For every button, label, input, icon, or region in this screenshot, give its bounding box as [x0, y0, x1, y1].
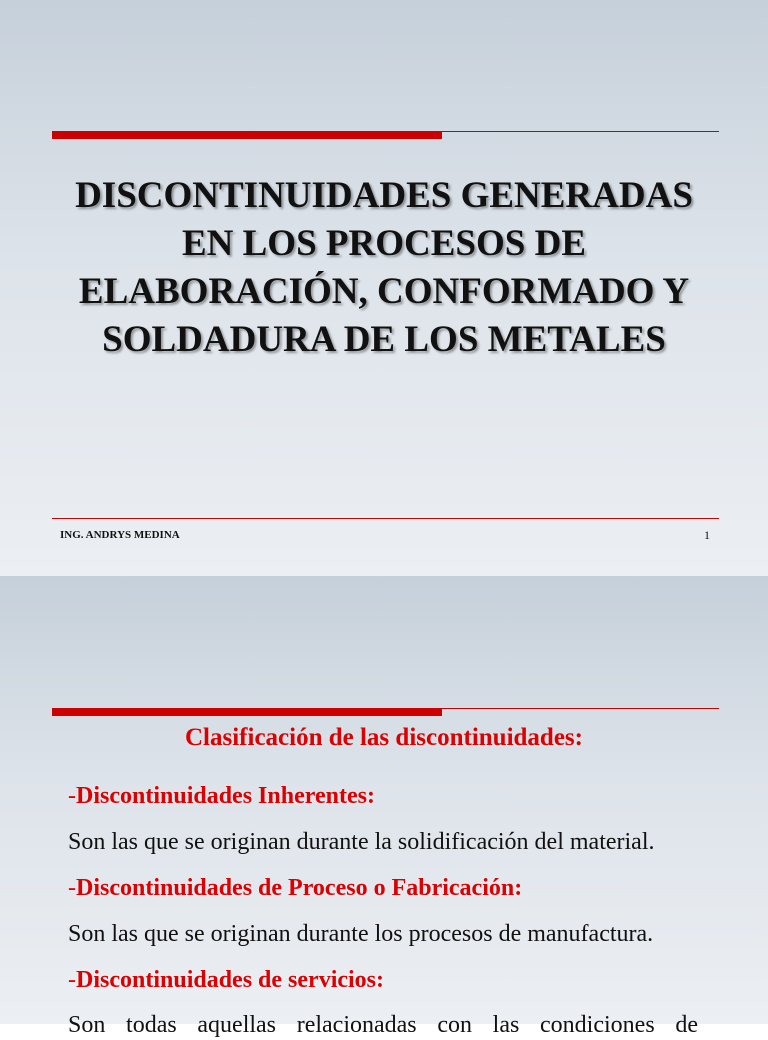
title-accent-bar — [52, 131, 442, 139]
bullet-dash: - — [68, 875, 76, 901]
description-inherentes: Son las que se originan durante la solidificación del material. — [68, 829, 655, 855]
title-line: ELABORACIÓN, CONFORMADO Y — [78, 271, 690, 312]
footer-author: ING. ANDRYS MEDINA — [60, 529, 180, 541]
title-line: DISCONTINUIDADES GENERADAS — [75, 175, 693, 216]
bullet-dash: - — [68, 783, 76, 809]
footer-divider — [52, 518, 719, 519]
subheading-proceso — [68, 873, 708, 903]
title-line: SOLDADURA DE LOS METALES — [102, 319, 666, 360]
page-number: 1 — [704, 528, 710, 542]
heading-accent-bar — [52, 708, 442, 716]
title-accent-line — [442, 131, 719, 132]
description-proceso: Son las que se originan durante los procesos de manufactura. — [68, 921, 654, 947]
heading-accent-line — [442, 708, 719, 709]
bullet-dash: - — [68, 967, 76, 993]
subheading-text: Discontinuidades de servicios: — [76, 967, 385, 993]
slide-2 — [0, 576, 768, 1038]
subheading-text: Discontinuidades de Proceso o Fabricación: — [76, 875, 523, 901]
subheading-text: Discontinuidades Inherentes: — [76, 783, 375, 809]
subheading-servicios — [68, 965, 708, 995]
subheading-inherentes — [68, 781, 708, 811]
title-line: EN LOS PROCESOS DE — [181, 223, 587, 264]
slide-title — [40, 172, 728, 364]
description-servicios: Son todas aquellas relacionadas con las condiciones de — [68, 1012, 698, 1038]
slide-heading: Clasificación de las discontinuidades: — [185, 724, 583, 751]
